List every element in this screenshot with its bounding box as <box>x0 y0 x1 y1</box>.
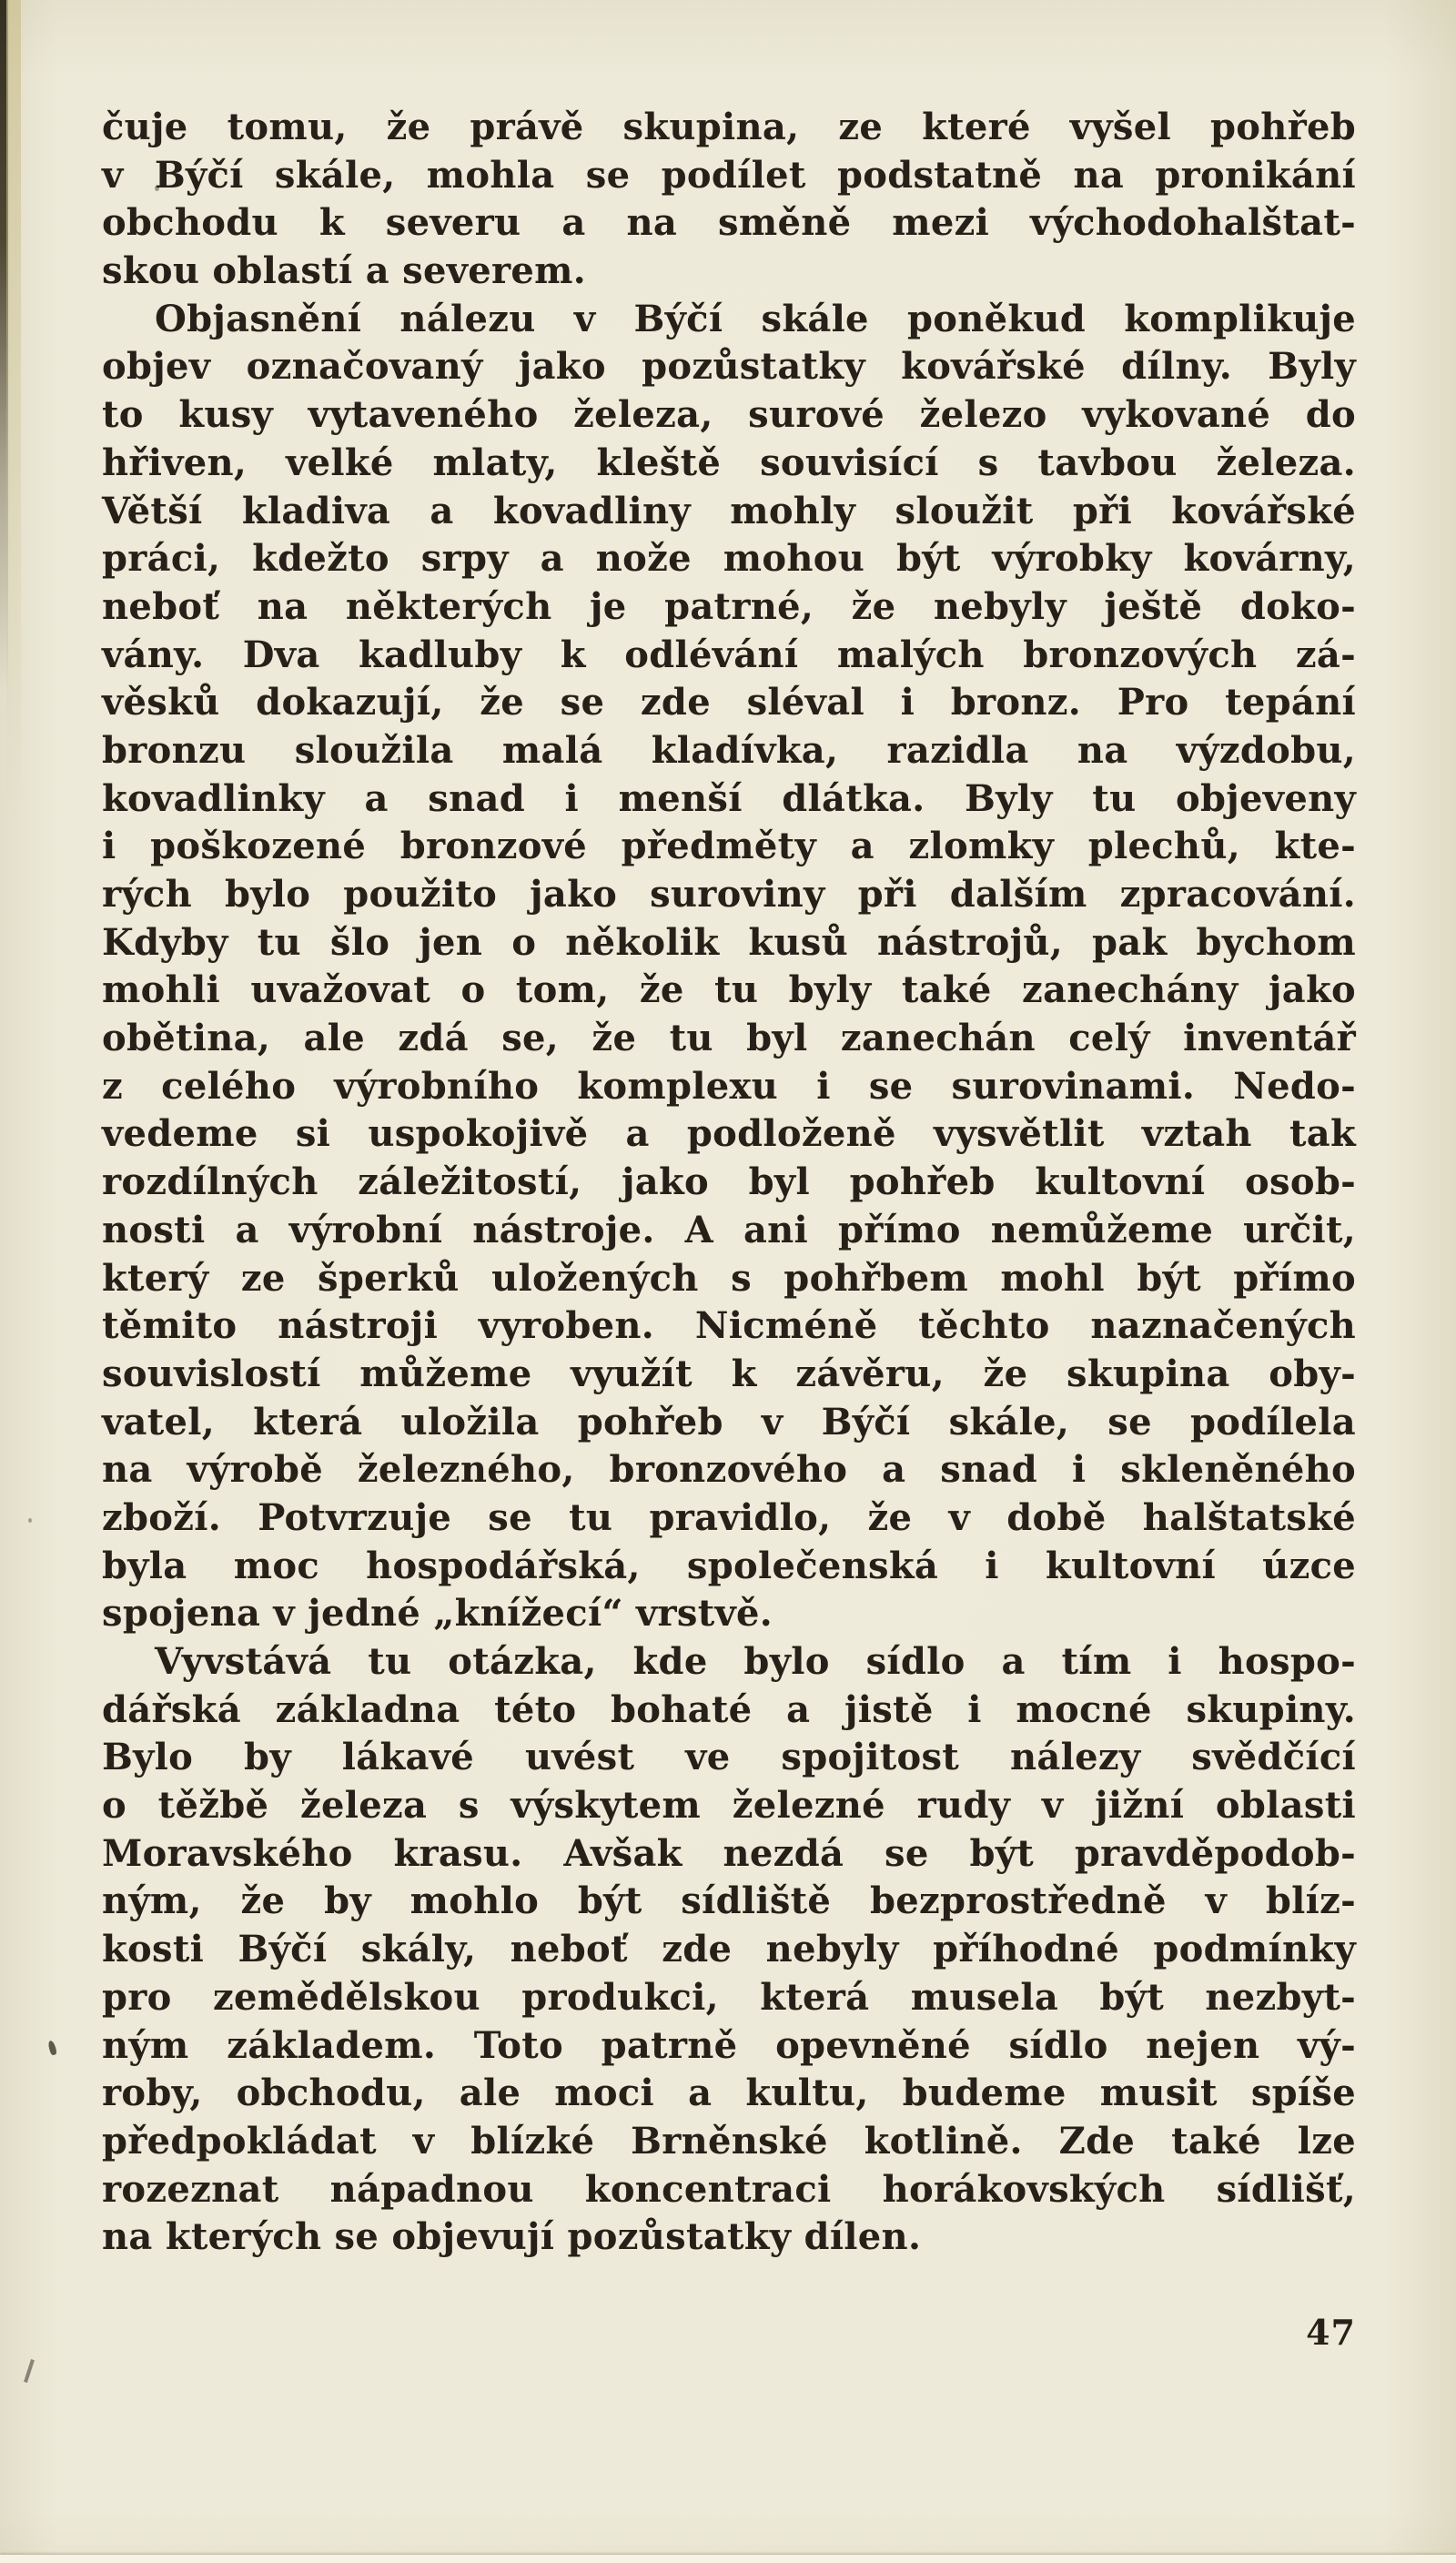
text-line: vatel, která uložila pohřeb v Býčí skále, se podílela <box>102 1400 1356 1444</box>
text-line: Kdyby tu šlo jen o několik kusů nástrojů, pak bychom <box>102 920 1356 964</box>
text-line: o těžbě železa s výskytem železné rudy v jižní oblasti <box>102 1784 1356 1828</box>
text-line: bronzu sloužila malá kladívka, razidla na výzdobu, <box>102 728 1356 772</box>
text-line: dářská základna této bohaté a jistě i mocné skupiny. <box>102 1687 1356 1731</box>
text-line: ným základem. Toto patrně opevněné sídlo nejen vý- <box>102 2023 1356 2067</box>
text-line: to kusy vytaveného železa, surové železo vykované do <box>102 393 1356 437</box>
text-line: Vyvstává tu otázka, kde bylo sídlo a tím i hospo- <box>155 1640 1356 1683</box>
text-line: Bylo by lákavé uvést ve spojitost nálezy svědčící <box>102 1736 1356 1779</box>
text-line: byla moc hospodářská, společenská i kultovní úzce <box>102 1544 1356 1587</box>
scan-speck <box>24 2359 35 2383</box>
text-line: předpokládat v blízké Brněnské kotlině. Zde také lze <box>102 2119 1356 2163</box>
text-line: Objasnění nálezu v Býčí skále poněkud komplikuje <box>155 297 1356 340</box>
text-line: kovadlinky a snad i menší dlátka. Byly tu objeveny <box>102 776 1356 820</box>
text-line: čuje tomu, že právě skupina, ze které vyšel pohřeb <box>102 106 1356 148</box>
text-line: souvislostí můžeme využít k závěru, že skupina oby- <box>102 1352 1356 1395</box>
text-line: ným, že by mohlo být sídliště bezprostředně v blíz- <box>102 1879 1356 1923</box>
text-line: rozdílných záležitostí, jako byl pohřeb kultovní osob- <box>102 1160 1356 1204</box>
text-line: zboží. Potvrzuje se tu pravidlo, že v době halštatské <box>102 1495 1356 1539</box>
text-line: i poškozené bronzové předměty a zlomky plechů, kte- <box>102 825 1356 868</box>
text-line: věsků dokazují, že se zde sléval i bronz. Pro tepání <box>102 681 1356 724</box>
text-line: skou oblastí a severem. <box>102 249 586 293</box>
text-line: mohli uvažovat o tom, že tu byly také zanechány jako <box>102 968 1356 1012</box>
text-line: který ze šperků uložených s pohřbem mohl být přímo <box>102 1256 1356 1300</box>
page-edge-tint-left <box>6 0 21 892</box>
text-line: Moravského krasu. Avšak nezdá se být pravděpodob- <box>102 1831 1356 1875</box>
scan-speck <box>47 2040 57 2055</box>
text-block <box>102 104 1356 2262</box>
text-line: práci, kdežto srpy a nože mohou být výrobky kovárny, <box>102 537 1356 581</box>
text-line: spojena v jedné „knížecí“ vrstvě. <box>102 1592 774 1636</box>
text-line: v Býčí skále, mohla se podílet podstatně na pronikání <box>102 153 1356 197</box>
text-line: obchodu k severu a na směně mezi východohalštat- <box>102 201 1356 245</box>
text-line: na výrobě železného, bronzového a snad i skleněného <box>102 1448 1356 1492</box>
page-number: 47 <box>1306 2312 1356 2353</box>
text-line: obětina, ale zdá se, že tu byl zanechán celý inventář <box>102 1017 1356 1060</box>
text-line: nosti a výrobní nástroje. A ani přímo nemůžeme určit, <box>102 1208 1356 1251</box>
text-line: hřiven, velké mlaty, kleště souvisící s tavbou železa. <box>102 441 1356 484</box>
page-edge-bottom <box>0 2555 1456 2563</box>
text-line: na kterých se objevují pozůstatky dílen. <box>102 2215 922 2259</box>
text-line: objev označovaný jako pozůstatky kovářské dílny. Byly <box>102 345 1356 389</box>
text-line: vány. Dva kadluby k odlévání malých bronzových zá- <box>102 633 1356 676</box>
text-line: Větší kladiva a kovadliny mohly sloužit při kovářské <box>102 489 1356 532</box>
text-line: těmito nástroji vyroben. Nicméně těchto naznačených <box>102 1304 1356 1348</box>
text-line: neboť na některých je patrné, že nebyly ještě doko- <box>102 584 1356 628</box>
text-line: z celého výrobního komplexu i se surovinami. Nedo- <box>102 1064 1356 1108</box>
scan-speck <box>28 1518 32 1523</box>
text-line: kosti Býčí skály, neboť zde nebyly příhodné podmínky <box>102 1928 1356 1971</box>
text-line: roby, obchodu, ale moci a kultu, budeme musit spíše <box>102 2072 1356 2115</box>
text-line: pro zemědělskou produkci, která musela být nezbyt- <box>102 1975 1356 2019</box>
text-line: vedeme si uspokojivě a podloženě vysvětlit vztah tak <box>102 1112 1356 1156</box>
text-line: rých bylo použito jako suroviny při dalším zpracování. <box>102 873 1356 916</box>
text-line: rozeznat nápadnou koncentraci horákovských sídlišť, <box>102 2167 1356 2211</box>
